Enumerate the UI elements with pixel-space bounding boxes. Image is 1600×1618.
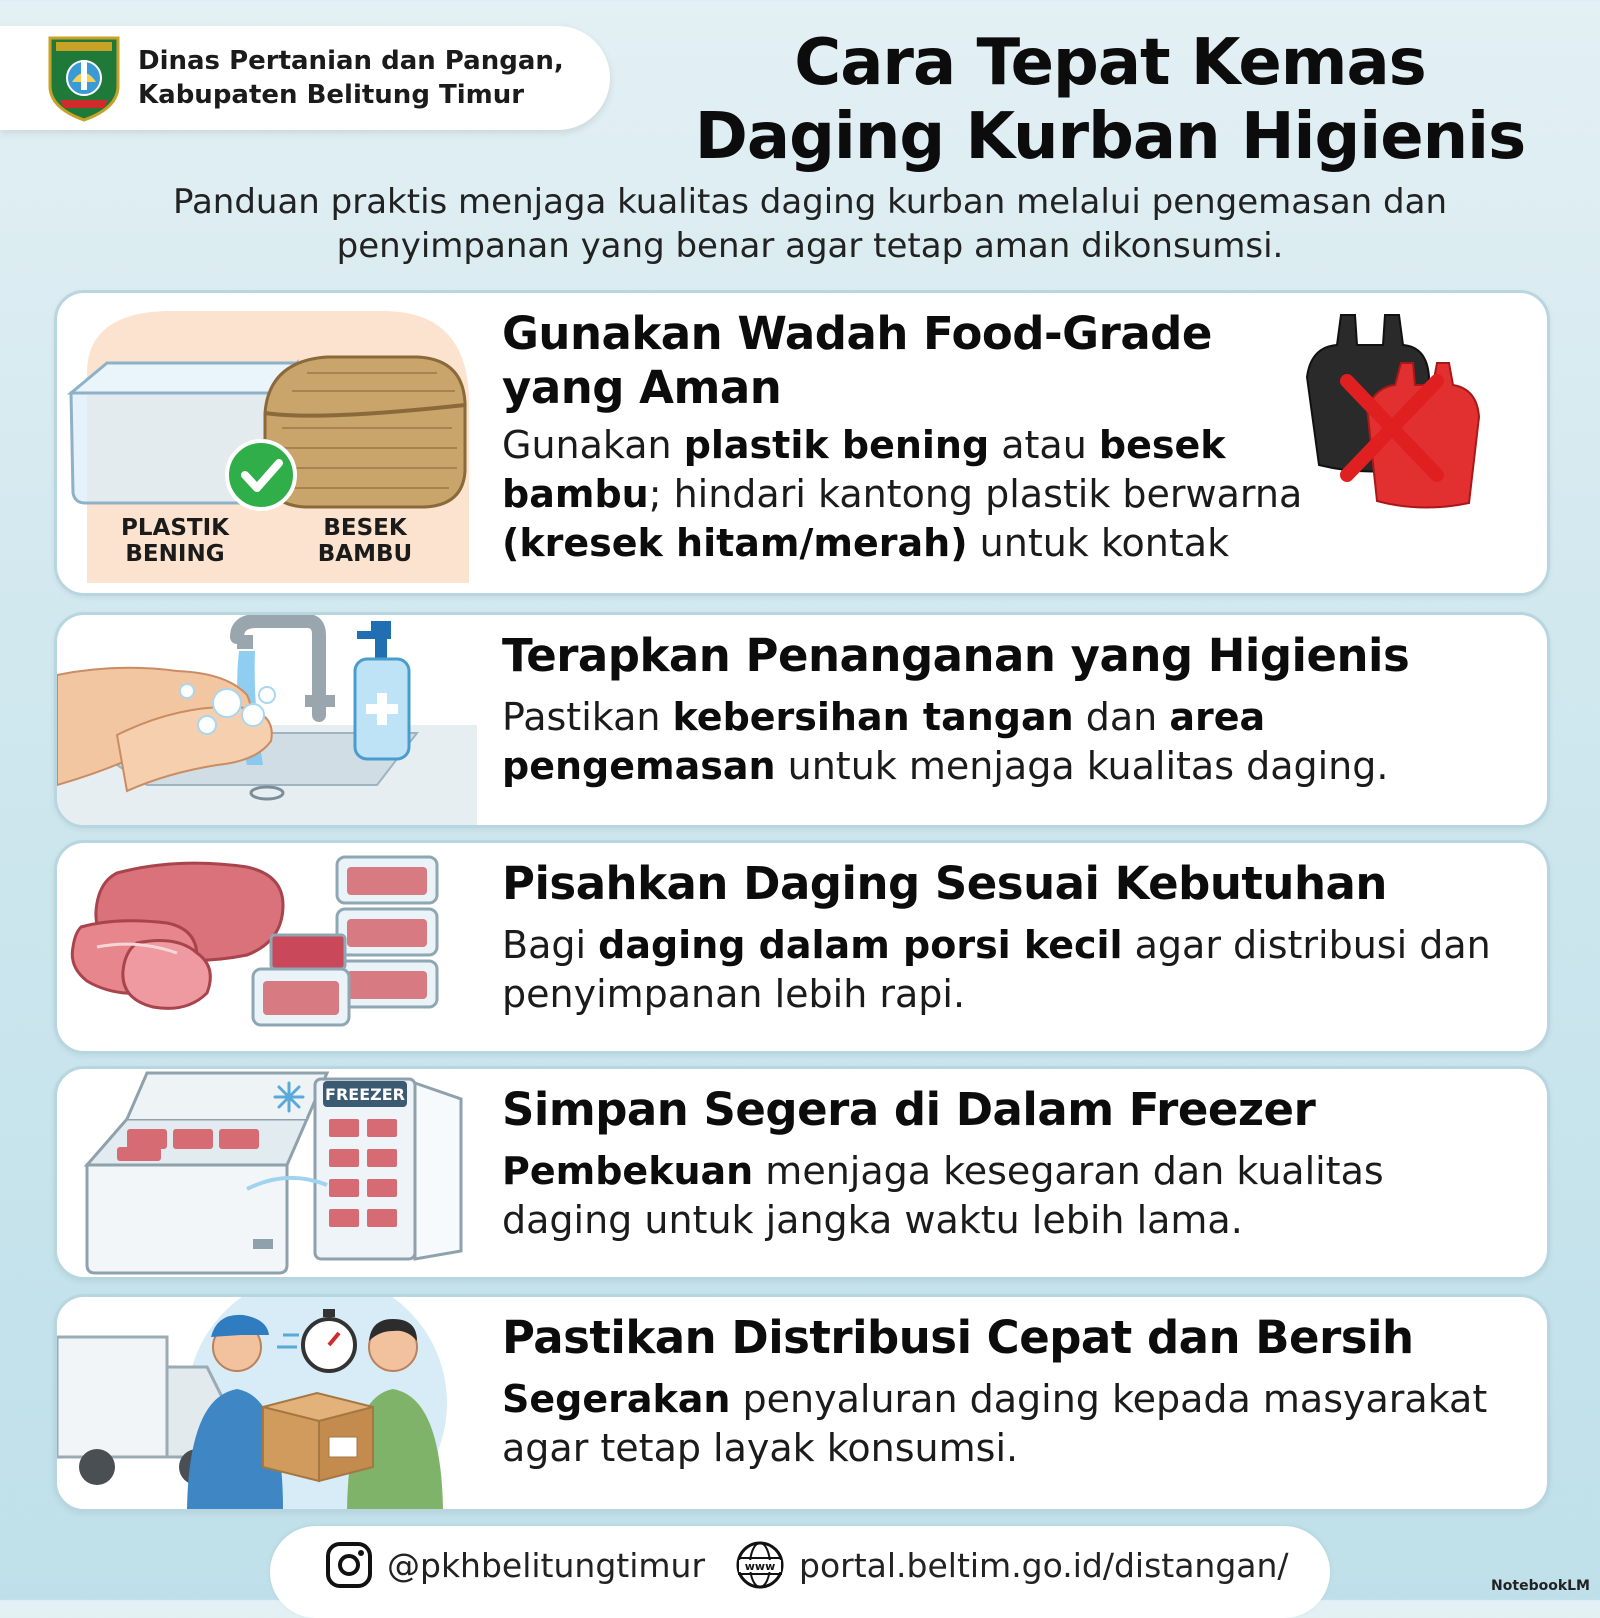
handwashing-illustration <box>57 615 477 825</box>
notebooklm-watermark: NotebookLM <box>1491 1578 1590 1594</box>
snowflake-icon <box>275 1083 303 1111</box>
upright-freezer-icon <box>315 1079 461 1259</box>
tip-card-text <box>502 857 1517 1019</box>
body-text: untuk kontak <box>967 521 1230 565</box>
footer-contact-bar <box>270 1526 1330 1618</box>
svg-text:www: www <box>744 1560 776 1573</box>
instagram-handle: @pkhbelitungtimur <box>387 1545 706 1585</box>
body-text: atau <box>989 423 1099 467</box>
hand-sanitizer-icon <box>355 621 409 759</box>
website-url: portal.beltim.go.id/distangan/ <box>799 1545 1289 1585</box>
body-text: Pastikan <box>502 695 673 739</box>
label-besek: BESEK <box>323 515 407 541</box>
tip-card-text <box>502 1083 1517 1245</box>
tip-heading: Simpan Segera di Dalam Freezer <box>502 1083 1316 1136</box>
meat-portions-illustration <box>57 843 477 1051</box>
delivery-illustration <box>57 1297 477 1509</box>
body-text: menjaga kesegaran dan kualitas daging untuk jangka waktu lebih lama. <box>502 1149 1384 1242</box>
emphasis-text: kebersihan tangan <box>672 695 1074 739</box>
freezer-illustration <box>57 1069 477 1277</box>
globe-www-icon <box>735 1540 785 1590</box>
organization-badge <box>0 26 610 130</box>
district-emblem-logo <box>46 34 122 122</box>
tip-card-text <box>502 1311 1517 1473</box>
tip-card-distribution-container <box>54 1294 1550 1512</box>
label-bambu: BAMBU <box>317 541 413 567</box>
cardboard-box-icon <box>263 1393 373 1481</box>
emphasis-text: daging dalam porsi kecil <box>598 923 1123 967</box>
instagram-link[interactable] <box>325 1540 705 1590</box>
tip-body <box>502 1147 1492 1245</box>
body-text: agar distribusi dan penyimpanan lebih rapi. <box>502 923 1491 1016</box>
tip-heading: Terapkan Penanganan yang Higienis <box>502 629 1410 682</box>
page-title-line-2: Daging Kurban Higienis <box>694 100 1526 174</box>
body-text: ; hindari kantong plastik berwarna <box>648 472 1303 516</box>
plastic-bags-crossed-icon <box>1297 307 1497 517</box>
tip-body <box>502 1375 1492 1473</box>
tip-heading: Pastikan Distribusi Cepat dan Bersih <box>502 1311 1414 1364</box>
tip-body <box>502 421 1382 568</box>
emphasis-text: Segerakan <box>502 1377 731 1421</box>
organization-name <box>138 44 598 112</box>
organization-name-line-1: Dinas Pertanian dan Pangan, <box>138 46 564 76</box>
emphasis-text: Pembekuan <box>502 1149 754 1193</box>
tip-body <box>502 693 1492 791</box>
emphasis-text: plastik bening <box>683 423 990 467</box>
emphasis-text: (kresek hitam/merah) <box>502 521 968 565</box>
tip-body <box>502 921 1492 1019</box>
body-text: Gunakan <box>502 423 684 467</box>
page-subtitle: Panduan praktis menjaga kualitas daging kurban melalui pengemasan dan penyimpanan yang benar agar tetap aman dikonsumsi. <box>172 182 1448 266</box>
instagram-icon <box>325 1541 373 1589</box>
tip-heading: Pisahkan Daging Sesuai Kebutuhan <box>502 857 1387 910</box>
page-title <box>630 26 1590 174</box>
freezer-label: FREEZER <box>325 1085 405 1104</box>
chest-freezer-icon <box>87 1073 327 1273</box>
label-plastik: PLASTIK <box>121 515 229 541</box>
tip-card-portioning-container <box>54 840 1550 1054</box>
body-text: Bagi <box>502 923 599 967</box>
emphasis-text: area pengemasan <box>502 695 1266 788</box>
meat-slab-icon <box>72 863 283 1008</box>
containers-illustration <box>57 293 477 593</box>
body-text: dan <box>1073 695 1170 739</box>
organization-name-line-2: Kabupaten Belitung Timur <box>138 80 525 110</box>
label-bening: BENING <box>125 541 225 567</box>
website-link[interactable] <box>735 1540 1289 1590</box>
page-title-line-1: Cara Tepat Kemas <box>794 26 1426 100</box>
body-text: untuk menjaga kualitas daging. <box>775 744 1389 788</box>
tip-card-freezer-container <box>54 1066 1550 1280</box>
tip-card-text <box>502 629 1517 791</box>
emphasis-text: besek bambu <box>502 423 1226 516</box>
checkmark-icon <box>227 441 295 509</box>
meat-container-stack-icon <box>253 857 437 1025</box>
tip-card-hygiene-container <box>54 612 1550 828</box>
body-text: penyaluran daging kepada masyarakat agar tetap layak konsumsi. <box>502 1377 1488 1470</box>
tip-card-food-grade-container <box>54 290 1550 596</box>
tip-heading: Gunakan Wadah Food-Grade yang Aman <box>502 307 1212 414</box>
